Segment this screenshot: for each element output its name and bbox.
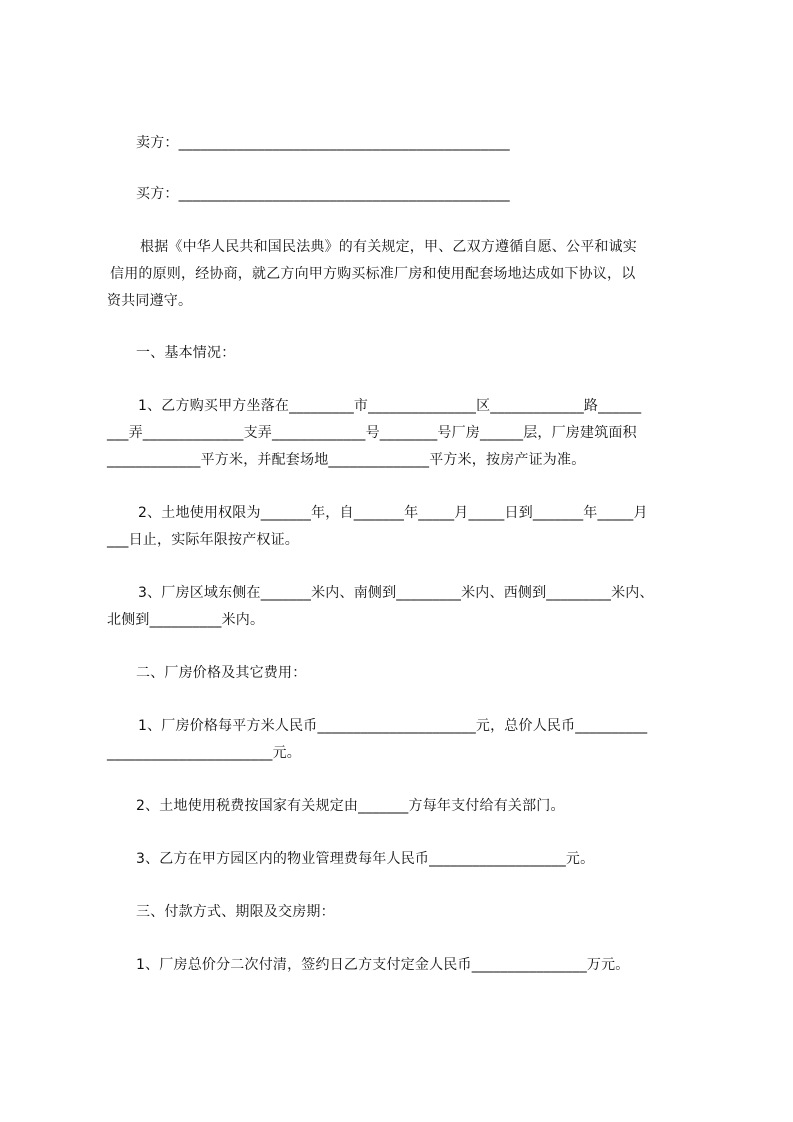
section3-item1: 1、厂房总价分二次付清，签约日乙方支付定金人民币________________万元。 — [136, 957, 630, 973]
section1-item3-line-1: 3、厂房区域东侧在_______米内、南侧到_________米内、西侧到_________米内、 — [138, 585, 654, 601]
section2-item1-line-2: _______________________元。 — [107, 745, 301, 761]
section2-heading: 二、厂房价格及其它费用： — [136, 665, 307, 681]
section2-item3: 3、乙方在甲方园区内的物业管理费每年人民币___________________元。 — [136, 851, 595, 867]
section1-heading: 一、基本情况： — [136, 345, 236, 361]
section1-item1-line-3: _____________平方米，并配套场地______________平方米，按房产证为准。 — [107, 452, 586, 468]
section2-item1-line-1: 1、厂房价格每平方米人民币______________________元，总价人民币__________ — [138, 718, 648, 734]
buyer-line: 买方：______________________________________________ — [136, 186, 510, 202]
section1-item2-line-1: 2、土地使用权限为_______年，自_______年_____月_____日到_______年_____月 — [138, 505, 648, 521]
section1-item1-line-1: 1、乙方购买甲方坐落在_________市_______________区_____________路______ — [138, 398, 642, 414]
section1-item3-line-2: 北侧到__________米内。 — [107, 612, 265, 628]
section3-heading: 三、付款方式、期限及交房期： — [136, 904, 335, 920]
preamble-line-2: 信用的原则，经协商，就乙方向甲方购买标准厂房和使用配套场地达成如下协议，以 — [110, 266, 636, 282]
preamble-line-1: 根据《中华人民共和国民法典》的有关规定，甲、乙双方遵循自愿、公平和诚实 — [140, 239, 637, 255]
preamble-line-3: 资共同遵守。 — [107, 293, 193, 309]
section1-item1-line-2: ___弄______________支弄_____________号________号厂房______层，厂房建筑面积 — [107, 425, 637, 441]
seller-line: 卖方：______________________________________________ — [136, 135, 510, 151]
section2-item2: 2、土地使用税费按国家有关规定由_______方每年支付给有关部门。 — [136, 798, 565, 814]
section1-item2-line-2: ___日止，实际年限按产权证。 — [107, 532, 299, 548]
